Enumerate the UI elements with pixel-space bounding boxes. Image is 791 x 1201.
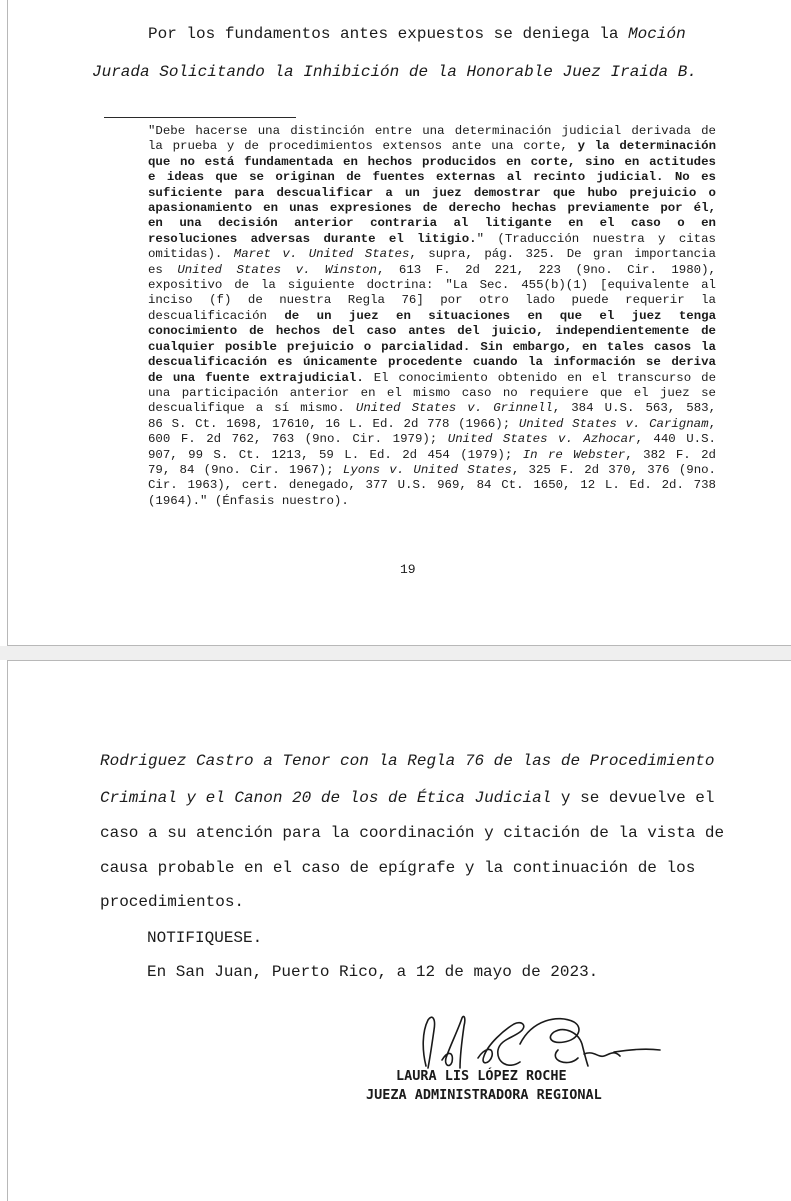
footnote-line: descualificación es únicamente procedente cuando la información se deriva bbox=[148, 355, 716, 370]
place-date-line: En San Juan, Puerto Rico, a 12 de mayo de 2023. bbox=[147, 963, 599, 981]
footnote-line: resoluciones adversas durante el litigio." (Traducción nuestra y citas bbox=[148, 231, 716, 246]
signer-title: JUEZA ADMINISTRADORA REGIONAL bbox=[366, 1087, 602, 1103]
body-line-1: Por los fundamentos antes expuestos se deniega la Moción bbox=[148, 25, 686, 43]
body-line: procedimientos. bbox=[100, 893, 245, 911]
footnote-line-last: (1964)." (Énfasis nuestro). bbox=[148, 493, 349, 508]
footnote-line: e ideas que se originan de fuentes externas al recinto judicial. No es bbox=[148, 170, 716, 185]
signature-block bbox=[366, 1010, 668, 1103]
footnote-line: la prueba y de procedimientos extensos ante una corte, y la determinación bbox=[148, 139, 716, 154]
footnote-separator bbox=[104, 117, 296, 118]
body-line: Criminal y el Canon 20 de los de Ética Judicial y se devuelve el bbox=[100, 789, 715, 807]
footnote-line: de una fuente extrajudicial. El conocimiento obtenido en el transcurso de bbox=[148, 370, 716, 385]
footnote-line: que no está fundamentada en hechos producidos en corte, sino en actitudes bbox=[148, 154, 716, 169]
body-line: caso a su atención para la coordinación y citación de la vista de bbox=[100, 824, 725, 842]
footnote-line: 600 F. 2d 762, 763 (9no. Cir. 1979); United States v. Azhocar, 440 U.S. bbox=[148, 432, 716, 447]
body-line: causa probable en el caso de epígrafe y la continuación de los bbox=[100, 859, 696, 877]
footnote-line: 79, 84 (9no. Cir. 1967); Lyons v. United States, 325 F. 2d 370, 376 (9no. bbox=[148, 462, 716, 477]
footnote-line: es United States v. Winston, 613 F. 2d 221, 223 (9no. Cir. 1980), bbox=[148, 262, 716, 277]
footnote-line: "Debe hacerse una distinción entre una determinación judicial derivada de bbox=[148, 124, 716, 138]
footnote-line: suficiente para descualificar a un juez demostrar que hubo prejuicio o bbox=[148, 185, 716, 200]
signer-name: LAURA LIS LÓPEZ ROCHE bbox=[396, 1068, 567, 1084]
body-line-2: Jurada Solicitando la Inhibición de la Honorable Juez Iraida B. bbox=[92, 63, 697, 81]
footnote-line: 907, 99 S. Ct. 1213, 59 L. Ed. 2d 454 (1979); In re Webster, 382 F. 2d bbox=[148, 447, 716, 462]
footnote-line: descualificación de un juez en situaciones en que el juez tenga bbox=[148, 308, 717, 323]
footnote-line: apasionamiento en unas expresiones de derecho hechas previamente por él, bbox=[148, 201, 716, 216]
footnote-line: cualquier posible prejuicio o parcialidad. Sin embargo, en tales casos la bbox=[148, 339, 716, 354]
footnote-line: descualifique a sí mismo. United States v. Grinnell, 384 U.S. 563, 583, bbox=[148, 401, 717, 416]
footnote bbox=[148, 124, 716, 509]
footnote-line: inciso (f) de nuestra Regla 76] por otro lado puede requerir la bbox=[148, 293, 716, 308]
footnote-line: Cir. 1963), cert. denegado, 377 U.S. 969, 84 Ct. 1650, 12 L. Ed. 2d. 738 bbox=[148, 478, 716, 493]
notify-line: NOTIFIQUESE. bbox=[147, 929, 263, 947]
body-line: Rodriguez Castro a Tenor con la Regla 76 de las de Procedimiento bbox=[100, 752, 715, 770]
page-separator bbox=[0, 646, 791, 660]
footnote-line: conocimiento de hechos del caso antes del juicio, independientemente de bbox=[148, 324, 716, 339]
handwritten-signature-icon bbox=[408, 1010, 668, 1070]
document-page-19 bbox=[7, 0, 791, 646]
footnote-line: omitidas). Maret v. United States, supra, pág. 325. De gran importancia bbox=[148, 247, 716, 262]
footnote-line: 86 S. Ct. 1698, 17610, 16 L. Ed. 2d 778 (1966); United States v. Carignam, bbox=[148, 416, 716, 431]
footnote-line: en una decisión anterior contraria al litigante en el caso o en bbox=[148, 216, 716, 231]
page-number: 19 bbox=[400, 562, 416, 577]
document-page-20 bbox=[7, 660, 791, 1201]
footnote-line: una participación anterior en el mismo caso no requiere que el juez se bbox=[148, 385, 716, 400]
footnote-line: expositivo de la siguiente doctrina: "La Sec. 455(b)(1) [equivalente al bbox=[148, 278, 716, 293]
